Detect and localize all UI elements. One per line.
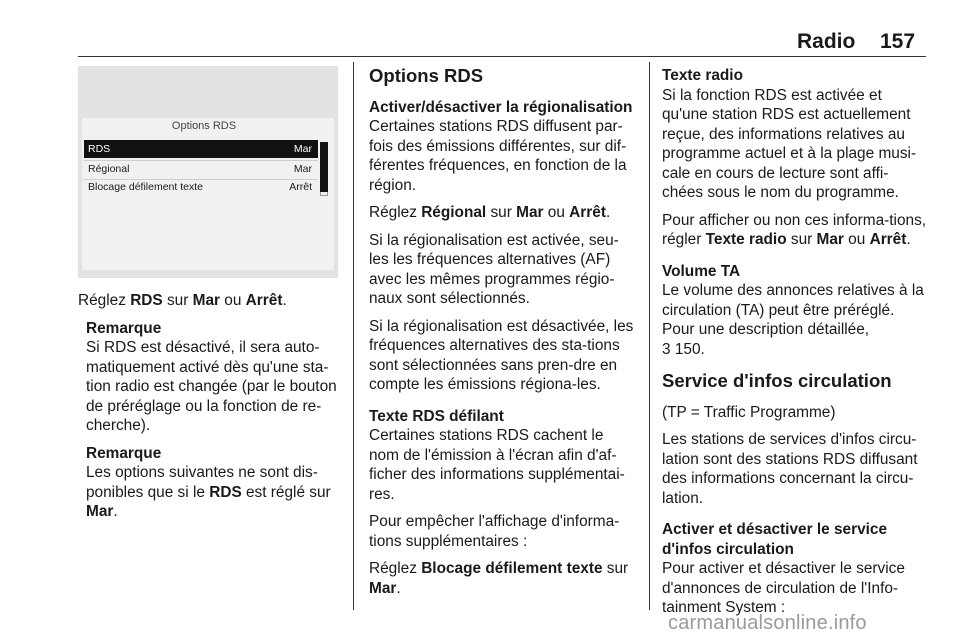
page-number: 157 xyxy=(880,30,916,53)
paragraph: Certaines stations RDS cachent le nom de l'émission à l'écran afin d'af-ficher des informations supplémentai-res. xyxy=(369,427,625,503)
paragraph: Si la régionalisation est activée, seu-les les fréquences alternatives (AF) avec les mêmes programmes régio-naux sont sélectionnés. xyxy=(369,231,619,307)
paragraph: Réglez RDS sur Mar ou Arrêt. xyxy=(78,292,287,309)
subsection-heading: Texte radio xyxy=(662,67,743,84)
subsection-heading: Texte RDS défilant xyxy=(369,407,504,425)
screen-row-value: Arrêt xyxy=(289,181,312,193)
note-block-1 xyxy=(78,319,340,522)
screen-row-label: Régional xyxy=(88,163,130,175)
watermark: carmanualsonline.info xyxy=(668,612,867,634)
paragraph: Si la régionalisation est désactivée, les fréquences alternatives des sta-tions sont sélectionnées sans pren-dre en compte les émissions régiona-les. xyxy=(369,317,634,393)
screen-row-value: Mar xyxy=(293,143,312,155)
note-text: Les options suivantes ne sont dis-ponibles que si le RDS est réglé sur Mar. xyxy=(86,464,331,520)
section-title: Radio xyxy=(797,30,856,53)
column-2 xyxy=(369,66,635,606)
section-heading: Options RDS xyxy=(369,65,484,86)
screen-row-text-scroll xyxy=(84,178,318,196)
screen-row-label: Blocage défilement texte xyxy=(88,181,203,193)
column-1 xyxy=(78,291,340,530)
column-divider-2 xyxy=(649,62,650,610)
subsection-heading: Volume TA xyxy=(662,262,741,280)
screen-title: Options RDS xyxy=(171,120,237,132)
paragraph: Pour activer et désactiver le service d'annonces de circulation de l'Info-tainment System : xyxy=(662,560,905,616)
header-rule xyxy=(78,56,926,57)
paragraph: Le volume des annonces relatives à la circulation (TA) peut être préréglé. Pour une description détaillée, xyxy=(662,282,924,338)
page-header xyxy=(0,0,960,56)
paragraph: Pour empêcher l'affichage d'informa-tions supplémentaires : xyxy=(369,513,620,550)
paragraph: Pour afficher ou non ces informa-tions, régler Texte radio sur Mar ou Arrêt. xyxy=(662,211,927,248)
note-text: Si RDS est désactivé, il sera auto-matiquement activé dès qu'une sta-tion radio est changée (par le bouton de préréglage ou la fonction de re-cherche). xyxy=(86,339,337,434)
screen-row-rds xyxy=(84,140,318,158)
section-heading: Service d'infos circulation xyxy=(662,370,892,391)
subsection-heading: Activer et désactiver le service d'infos circulation xyxy=(662,521,888,558)
screen-scrollbar-thumb xyxy=(320,142,328,192)
screen-row-label: RDS xyxy=(88,143,111,155)
paragraph: Si la fonction RDS est activée et qu'une station RDS est actuellement reçue, des informations relatives au programme actuel et à la plage musi-cale en cours de lecture sont affi-chées sous le nom du programme. xyxy=(662,86,917,201)
column-divider-1 xyxy=(353,62,354,610)
page-reference[interactable]: 3 150. xyxy=(662,340,705,358)
paragraph: Les stations de services d'infos circu-lation sont des stations RDS diffusant des informations concernant la circu-lation. xyxy=(662,431,918,507)
paragraph: Réglez Blocage défilement texte sur Mar. xyxy=(369,560,629,597)
note-heading: Remarque xyxy=(86,444,162,462)
screen-row-value: Mar xyxy=(293,163,312,175)
screen-row-regional xyxy=(84,160,318,178)
paragraph: Réglez Régional sur Mar ou Arrêt. xyxy=(369,204,611,221)
note-heading: Remarque xyxy=(86,319,162,337)
paragraph: Certaines stations RDS diffusent par-fois des émissions différentes, sur dif-férentes fréquences, en fonction de la région. xyxy=(369,118,627,194)
subsection-heading: Activer/désactiver la régionalisation xyxy=(369,98,633,116)
paragraph: (TP = Traffic Programme) xyxy=(662,403,836,421)
column-3 xyxy=(662,66,928,626)
rds-options-screen xyxy=(78,66,338,278)
